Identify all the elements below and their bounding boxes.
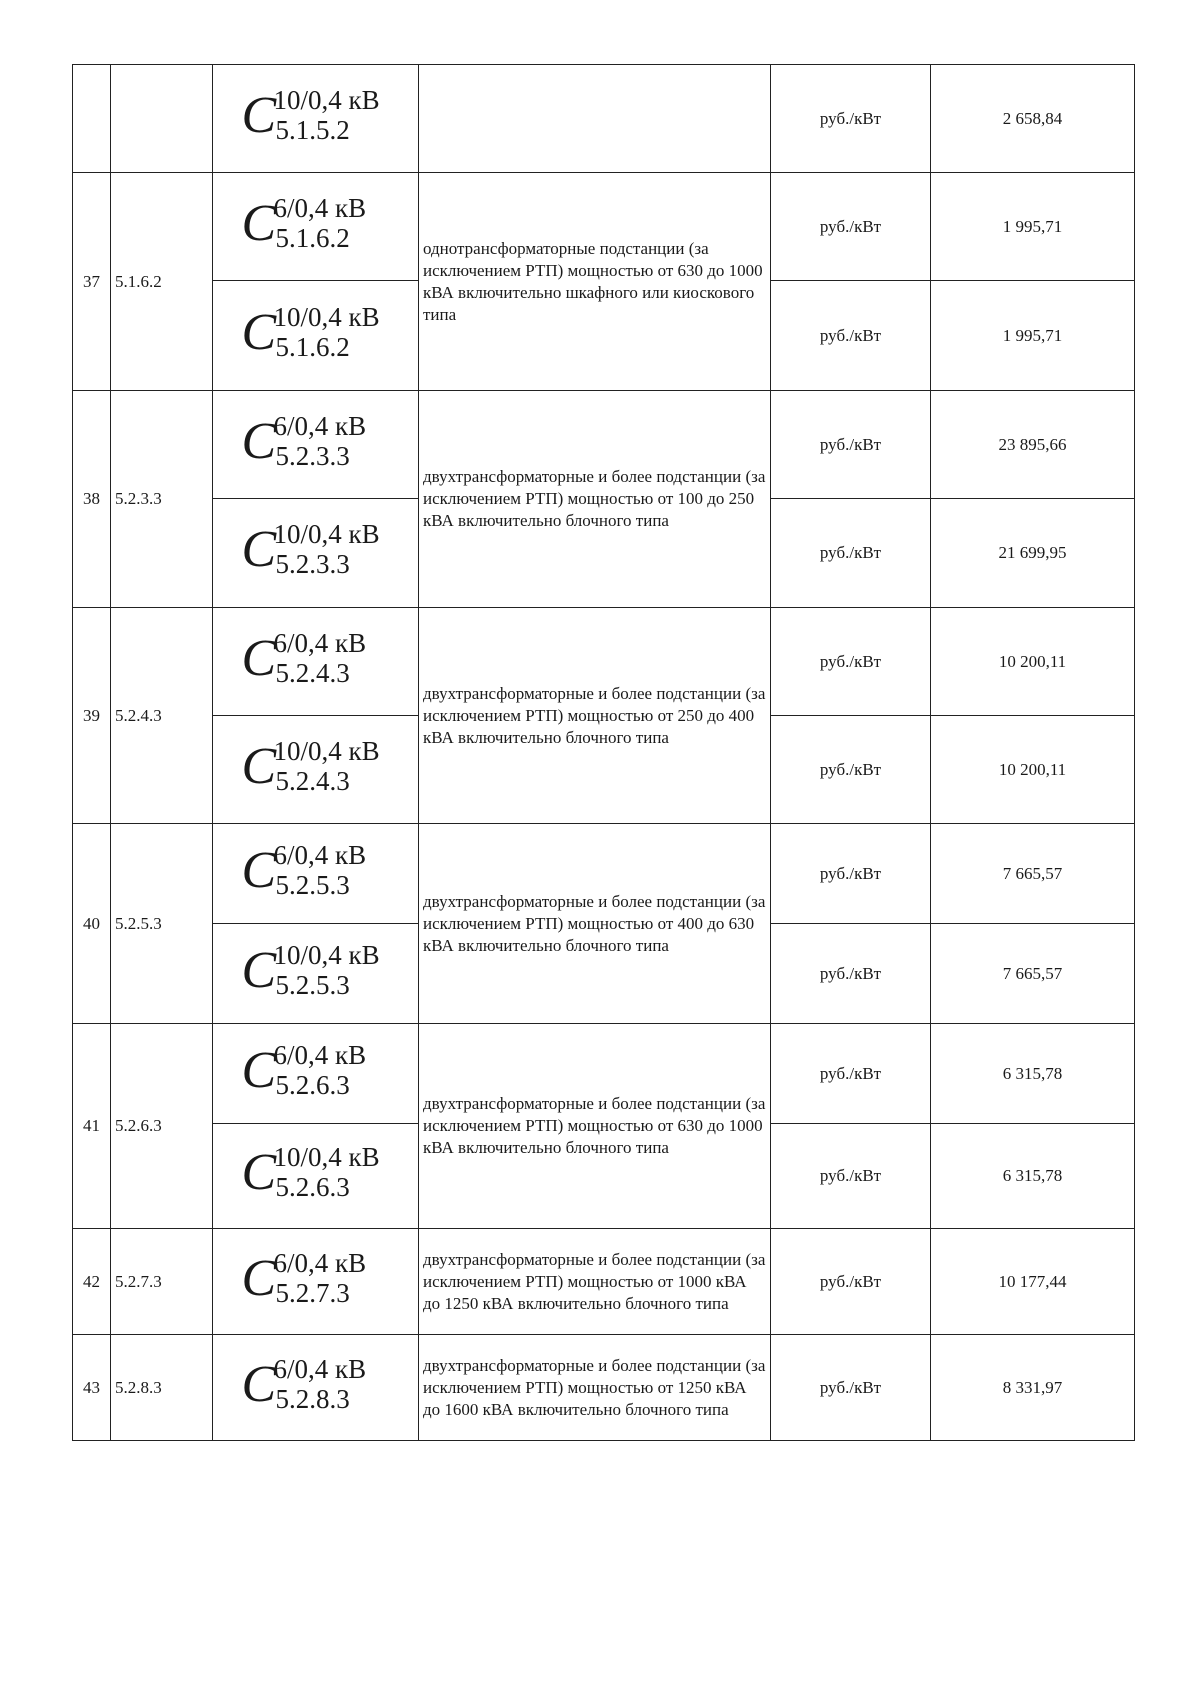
rate-symbol: C 10/0,4 кВ 5.1.6.2 xyxy=(241,301,380,362)
unit-cell: руб./кВт xyxy=(771,1024,931,1124)
table-row xyxy=(73,1229,1135,1335)
unit-cell: руб./кВт xyxy=(771,1335,931,1441)
value-cell: 10 177,44 xyxy=(931,1229,1135,1335)
row-number: 37 xyxy=(73,173,111,391)
rate-symbol-cell xyxy=(213,824,419,924)
rate-symbol: C 6/0,4 кВ 5.2.3.3 xyxy=(241,410,367,471)
row-number: 38 xyxy=(73,391,111,608)
unit-cell: руб./кВт xyxy=(771,1229,931,1335)
tariff-table xyxy=(72,64,1135,1441)
table-row xyxy=(73,173,1135,281)
table-row xyxy=(73,608,1135,716)
table-row xyxy=(73,65,1135,173)
table-row xyxy=(73,1024,1135,1124)
item-description: двухтрансформаторные и более подстанции (за исключением РТП) мощностью от 100 до 250 кВА включительно блочного типа xyxy=(419,391,771,608)
row-number: 41 xyxy=(73,1024,111,1229)
value-cell: 6 315,78 xyxy=(931,1024,1135,1124)
rate-symbol-cell xyxy=(213,281,419,391)
value-cell: 1 995,71 xyxy=(931,173,1135,281)
rate-symbol: C 6/0,4 кВ 5.2.4.3 xyxy=(241,627,367,688)
item-description: однотрансформаторные подстанции (за исключением РТП) мощностью от 630 до 1000 кВА включительно шкафного или киоскового типа xyxy=(419,173,771,391)
item-code xyxy=(111,65,213,173)
item-code: 5.2.5.3 xyxy=(111,824,213,1024)
unit-cell: руб./кВт xyxy=(771,65,931,173)
item-code: 5.2.7.3 xyxy=(111,1229,213,1335)
unit-cell: руб./кВт xyxy=(771,924,931,1024)
unit-cell: руб./кВт xyxy=(771,716,931,824)
rate-symbol: C 6/0,4 кВ 5.1.6.2 xyxy=(241,192,367,253)
item-code: 5.1.6.2 xyxy=(111,173,213,391)
rate-symbol: C 10/0,4 кВ 5.2.6.3 xyxy=(241,1142,380,1202)
unit-cell: руб./кВт xyxy=(771,173,931,281)
unit-cell: руб./кВт xyxy=(771,391,931,499)
item-description: двухтрансформаторные и более подстанции (за исключением РТП) мощностью от 400 до 630 кВА включительно блочного типа xyxy=(419,824,771,1024)
row-number: 43 xyxy=(73,1335,111,1441)
row-number xyxy=(73,65,111,173)
value-cell: 7 665,57 xyxy=(931,824,1135,924)
rate-symbol-cell xyxy=(213,65,419,173)
item-description xyxy=(419,65,771,173)
table-row xyxy=(73,824,1135,924)
value-cell: 6 315,78 xyxy=(931,1124,1135,1229)
unit-cell: руб./кВт xyxy=(771,824,931,924)
table-row xyxy=(73,1335,1135,1441)
value-cell: 8 331,97 xyxy=(931,1335,1135,1441)
rate-symbol-cell xyxy=(213,1335,419,1441)
rate-symbol-cell xyxy=(213,173,419,281)
unit-cell: руб./кВт xyxy=(771,608,931,716)
item-description: двухтрансформаторные и более подстанции (за исключением РТП) мощностью от 1000 кВА до 1250 кВА включительно блочного типа xyxy=(419,1229,771,1335)
rate-symbol-cell xyxy=(213,1124,419,1229)
table-row xyxy=(73,391,1135,499)
item-description: двухтрансформаторные и более подстанции (за исключением РТП) мощностью от 250 до 400 кВА включительно блочного типа xyxy=(419,608,771,824)
row-number: 42 xyxy=(73,1229,111,1335)
item-description: двухтрансформаторные и более подстанции (за исключением РТП) мощностью от 630 до 1000 кВА включительно блочного типа xyxy=(419,1024,771,1229)
rate-symbol: C 6/0,4 кВ 5.2.6.3 xyxy=(241,1039,367,1100)
value-cell: 10 200,11 xyxy=(931,716,1135,824)
unit-cell: руб./кВт xyxy=(771,499,931,608)
rate-symbol-cell xyxy=(213,608,419,716)
item-code: 5.2.4.3 xyxy=(111,608,213,824)
row-number: 40 xyxy=(73,824,111,1024)
rate-symbol: C 6/0,4 кВ 5.2.8.3 xyxy=(241,1353,367,1414)
rate-symbol-cell xyxy=(213,924,419,1024)
rate-symbol: C 10/0,4 кВ 5.2.5.3 xyxy=(241,939,380,1000)
rate-symbol: C 6/0,4 кВ 5.2.5.3 xyxy=(241,839,367,900)
item-code: 5.2.3.3 xyxy=(111,391,213,608)
value-cell: 1 995,71 xyxy=(931,281,1135,391)
rate-symbol: C 6/0,4 кВ 5.2.7.3 xyxy=(241,1247,367,1308)
unit-cell: руб./кВт xyxy=(771,281,931,391)
rate-symbol: C 10/0,4 кВ 5.2.3.3 xyxy=(241,519,380,579)
value-cell: 21 699,95 xyxy=(931,499,1135,608)
item-description: двухтрансформаторные и более подстанции (за исключением РТП) мощностью от 1250 кВА до 1600 кВА включительно блочного типа xyxy=(419,1335,771,1441)
item-code: 5.2.8.3 xyxy=(111,1335,213,1441)
rate-symbol-cell xyxy=(213,716,419,824)
value-cell: 2 658,84 xyxy=(931,65,1135,173)
item-code: 5.2.6.3 xyxy=(111,1024,213,1229)
rate-symbol: C 10/0,4 кВ 5.1.5.2 xyxy=(241,84,380,145)
row-number: 39 xyxy=(73,608,111,824)
value-cell: 10 200,11 xyxy=(931,608,1135,716)
rate-symbol-cell xyxy=(213,1229,419,1335)
unit-cell: руб./кВт xyxy=(771,1124,931,1229)
value-cell: 23 895,66 xyxy=(931,391,1135,499)
rate-symbol-cell xyxy=(213,1024,419,1124)
rate-symbol-cell xyxy=(213,391,419,499)
rate-symbol-cell xyxy=(213,499,419,608)
value-cell: 7 665,57 xyxy=(931,924,1135,1024)
rate-symbol: C 10/0,4 кВ 5.2.4.3 xyxy=(241,735,380,796)
